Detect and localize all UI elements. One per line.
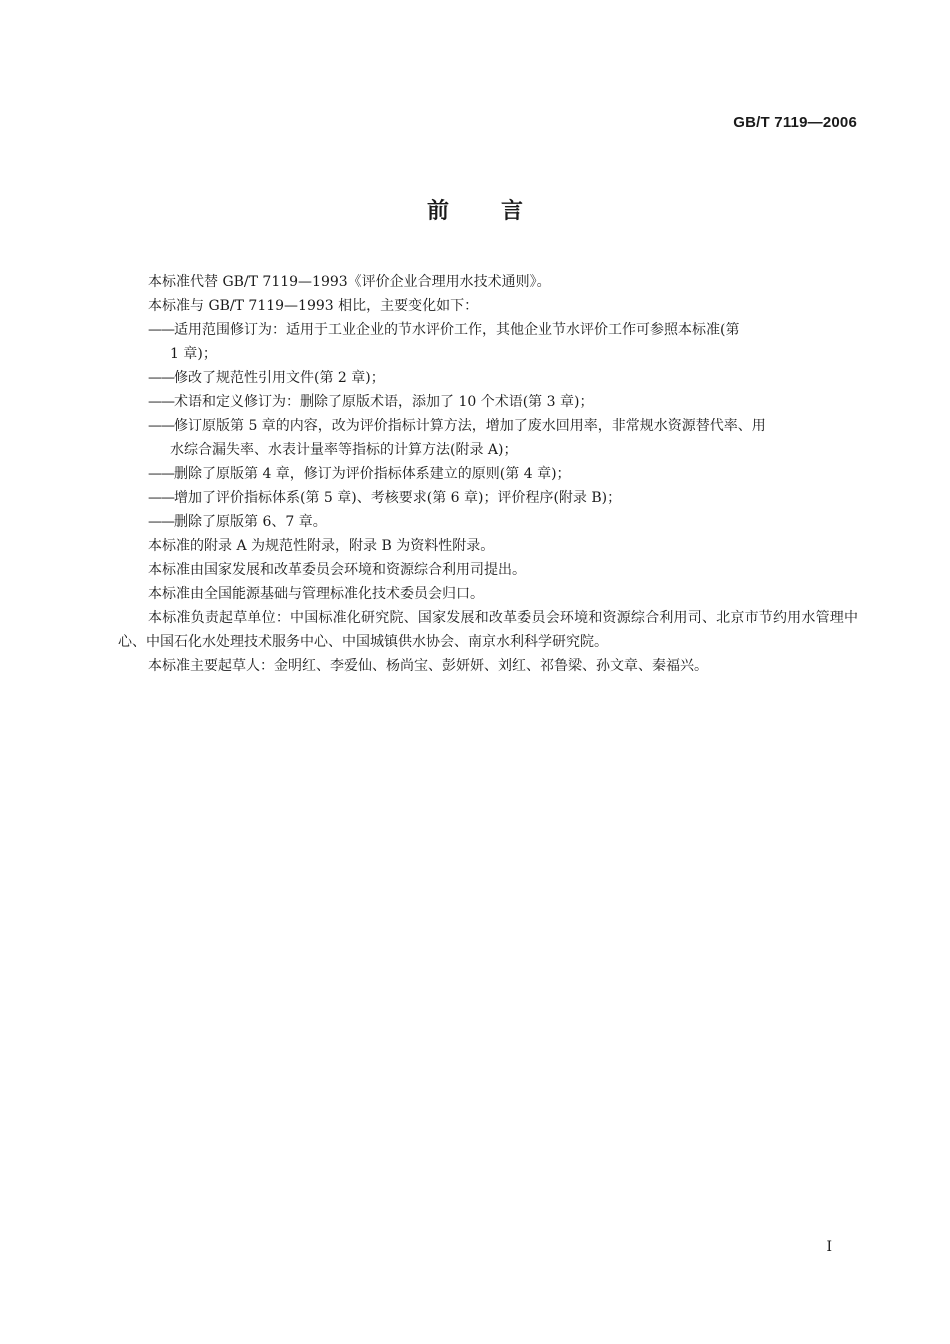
paragraph-replaces: 本标准代替 GB/T 7119—1993《评价企业合理用水技术通则》。	[148, 274, 551, 290]
item-text: 修订原版第 5 章的内容，改为评价指标计算方法，增加了废水回用率，非常规水资源替代率、用	[174, 418, 766, 434]
change-item	[118, 366, 858, 390]
change-item	[118, 318, 858, 366]
title-char-2: 言	[501, 199, 524, 224]
item-continuation: 水综合漏失率、水表计量率等指标的计算方法(附录 A)；	[170, 442, 518, 458]
paragraph-drafting-units: 本标准负责起草单位：中国标准化研究院、国家发展和改革委员会环境和资源综合利用司、北京市节约用水管理中心、中国石化水处理技术服务中心、中国城镇供水协会、南京水利科学研究院。	[118, 610, 858, 650]
change-item	[118, 414, 858, 462]
page-title	[0, 194, 950, 225]
paragraph-changes-intro: 本标准与 GB/T 7119—1993 相比，主要变化如下：	[148, 298, 479, 314]
item-text: 增加了评价指标体系(第 5 章)、考核要求(第 6 章)；评价程序(附录 B)；	[174, 490, 622, 506]
paragraph-drafters: 本标准主要起草人：金明红、李爱仙、杨尚宝、彭妍妍、刘红、祁鲁梁、孙文章、秦福兴。	[148, 658, 708, 674]
standard-code: GB/T 7119—2006	[733, 114, 857, 131]
item-dash: ——	[148, 466, 174, 482]
change-item	[118, 390, 858, 414]
item-text: 删除了原版第 4 章，修订为评价指标体系建立的原则(第 4 章)；	[174, 466, 571, 482]
item-text: 术语和定义修订为：删除了原版术语，添加了 10 个术语(第 3 章)；	[174, 394, 594, 410]
item-dash: ——	[148, 514, 174, 530]
paragraph-committee: 本标准由全国能源基础与管理标准化技术委员会归口。	[148, 586, 484, 602]
item-text: 修改了规范性引用文件(第 2 章)；	[174, 370, 385, 386]
item-continuation: 1 章)；	[170, 346, 217, 362]
item-dash: ——	[148, 394, 174, 410]
change-item	[118, 510, 858, 534]
preface-body	[118, 270, 858, 678]
item-dash: ——	[148, 322, 174, 338]
item-dash: ——	[148, 370, 174, 386]
paragraph-proposer: 本标准由国家发展和改革委员会环境和资源综合利用司提出。	[148, 562, 526, 578]
change-item	[118, 462, 858, 486]
item-text: 删除了原版第 6、7 章。	[174, 514, 327, 530]
item-dash: ——	[148, 418, 174, 434]
page-number: I	[826, 1239, 832, 1255]
item-dash: ——	[148, 490, 174, 506]
paragraph-annexes: 本标准的附录 A 为规范性附录，附录 B 为资料性附录。	[148, 538, 495, 554]
change-item	[118, 486, 858, 510]
title-char-1: 前	[426, 199, 449, 224]
item-text: 适用范围修订为：适用于工业企业的节水评价工作，其他企业节水评价工作可参照本标准(第	[174, 322, 740, 338]
